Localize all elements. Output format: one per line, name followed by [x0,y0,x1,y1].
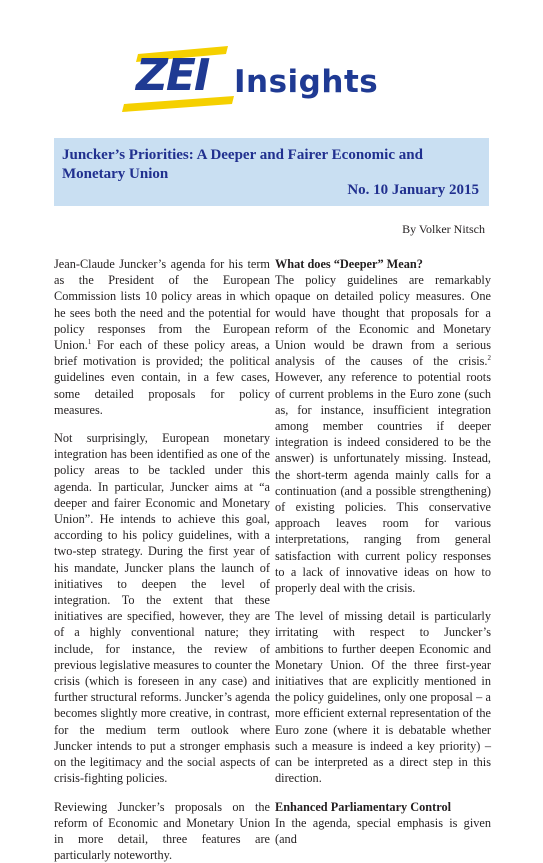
document-title: Juncker’s Priorities: A Deeper and Fairer Economic and Monetary Union [62,146,482,184]
right-p1-text-b: However, any reference to potential roots of current problems in the Euro zone (such as, for instance, insufficient integration among member countries if deeper integration is indeed considered to be the answer) is unfortunately missing. Instead, the short-term agenda mainly calls for a continuation (and a possible strengthening) of existing policies. This conservative approach leaves room for various interpretations, ranging from general satisfaction with current policy responses to a lack of innovative ideas on how to properly deal with the crisis. [275,370,491,595]
section-heading-parliamentary: Enhanced Parliamentary Control [275,799,491,815]
issue-number: No. 10 January 2015 [347,182,479,199]
right-paragraph-3: In the agenda, special emphasis is given (and [275,815,491,847]
left-paragraph-1 [54,256,270,418]
left-p1-text-b: For each of these policy areas, a brief motivation is provided; the political guidelines even contain, in a few cases, some detailed proposals for policy measures. [54,338,270,417]
right-paragraph-1 [275,272,491,596]
right-column [275,256,491,847]
left-paragraph-3: Reviewing Juncker’s proposals on the reform of Economic and Monetary Union in more detail, three features are particularly noteworthy. [54,799,270,863]
author-byline: By Volker Nitsch [402,222,485,237]
logo-insights-text: Insights [234,64,378,100]
zei-insights-logo [116,44,446,118]
footnote-marker-2[interactable]: 2 [488,354,492,362]
logo-zei-text: ZEI [136,50,208,101]
left-column [54,256,270,863]
left-p1-text-a: Jean-Claude Juncker’s agenda for his term as the President of the European Commission lists 10 policy areas in which he sees both the need and the potential for policy responses from the European Union. [54,257,270,352]
title-band [54,138,489,206]
right-paragraph-2: The level of missing detail is particularly irritating with respect to Juncker’s ambitions to further deepen Economic and Monetary Union. Of the three first-year initiatives that are explicitly mentioned in the policy guidelines, only one proposal – a more efficient external representation of the Euro zone (where it is debatable whether such a measure is indeed a key priority) – can be interpreted as a direct step in this direction. [275,608,491,786]
left-paragraph-2: Not surprisingly, European monetary integration has been identified as one of the policy areas to be tackled under this agenda. In particular, Juncker aims at “a deeper and fairer Economic and Monetary Union”. He intends to achieve this goal, according to his policy guidelines, with a two-step strategy. During the first year of his mandate, Juncker plans the launch of initiatives to deepen the level of integration. To the extent that these initiatives are specified, however, they are of a highly conventional nature; they include, for instance, the review of previous legislative measures to counter the crisis (which is foreseen in any case) and further structural reforms. Juncker’s agenda becomes slightly more creative, in contrast, for the medium term outlook where Juncker intends to put a stronger emphasis on the legitimacy and the social aspects of crisis-fighting policies. [54,430,270,786]
right-p1-text-a: The policy guidelines are remarkably opaque on detailed policy measures. One would have thought that proposals for a reform of the Economic and Monetary Union would be drawn from a serious analysis of the causes of the crisis. [275,273,491,368]
section-heading-deeper: What does “Deeper” Mean? [275,256,491,272]
footnote-marker-1[interactable]: 1 [88,338,92,346]
